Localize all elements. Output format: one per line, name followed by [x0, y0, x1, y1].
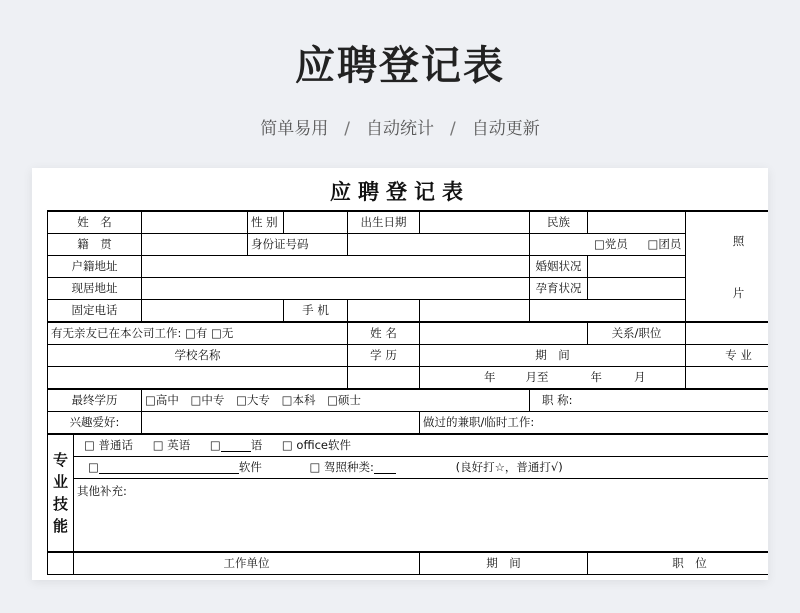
software-skills — [74, 457, 769, 479]
checkbox-college[interactable]: □大专 — [236, 393, 270, 407]
row-name — [48, 211, 769, 234]
row-work-header — [48, 552, 769, 575]
row-skills-other — [48, 479, 769, 553]
field-school-name[interactable] — [48, 367, 348, 390]
checkbox-mandarin[interactable]: □ 普通话 — [84, 438, 134, 452]
feature-auto-stats: 自动统计 — [366, 119, 434, 139]
label-household-address: 户籍地址 — [48, 256, 142, 278]
other-language-blank[interactable] — [221, 439, 251, 452]
field-education[interactable] — [348, 367, 420, 390]
driving-license-blank[interactable] — [374, 461, 396, 474]
label-fertility-status: 孕育状况 — [530, 278, 588, 300]
field-fertility-status[interactable] — [588, 278, 686, 300]
language-skills — [74, 434, 769, 457]
field-name[interactable] — [142, 211, 248, 234]
row-skills-software — [48, 457, 769, 479]
form-title: 应聘登记表 — [330, 180, 470, 204]
checkbox-master[interactable]: □硕士 — [327, 393, 361, 407]
field-major[interactable] — [686, 367, 769, 390]
checkbox-high-school[interactable]: □高中 — [145, 393, 179, 407]
field-native-place[interactable] — [142, 234, 248, 256]
row-education-header — [48, 345, 769, 367]
other-language-suffix: 语 — [250, 438, 263, 452]
photo-label-2: 片 — [732, 285, 745, 300]
row-phone — [48, 300, 769, 323]
label-birth-date: 出生日期 — [348, 211, 420, 234]
field-marital-status[interactable] — [588, 256, 686, 278]
photo-box[interactable] — [686, 211, 769, 322]
skills-char-3: 技 — [52, 495, 68, 513]
checkbox-bachelor[interactable]: □本科 — [281, 393, 316, 407]
period-year-start: 年 — [484, 370, 496, 384]
field-birth-date[interactable] — [420, 211, 530, 234]
feature-tagline — [0, 114, 800, 139]
checkbox-party-member[interactable]: □党员 — [594, 237, 628, 251]
skills-char-2: 业 — [52, 473, 68, 491]
application-form-table — [47, 210, 768, 575]
checkbox-technical[interactable]: □中专 — [190, 393, 225, 407]
skills-char-1: 专 — [52, 451, 68, 469]
row-education-entry — [48, 367, 769, 390]
row-household-address — [48, 256, 769, 278]
label-education: 学 历 — [348, 345, 420, 367]
photo-label-1: 照 — [732, 233, 745, 248]
separator: / — [450, 119, 456, 139]
checkbox-english[interactable]: □ 英语 — [152, 438, 191, 452]
label-landline: 固定电话 — [48, 300, 142, 323]
field-mobile-extra[interactable] — [420, 300, 530, 323]
row-skills-language — [48, 434, 769, 457]
row-current-address — [48, 278, 769, 300]
field-phone-empty[interactable] — [530, 300, 686, 323]
checkbox-software[interactable]: □ — [88, 460, 99, 474]
label-job-title[interactable]: 职 称: — [530, 389, 769, 412]
feature-easy: 简单易用 — [260, 119, 329, 139]
row-hobbies — [48, 412, 769, 435]
form-sheet — [32, 168, 768, 580]
row-highest-education — [48, 389, 769, 412]
skills-char-4: 能 — [52, 517, 68, 535]
label-hobbies: 兴趣爱好: — [48, 412, 142, 435]
field-current-address[interactable] — [142, 278, 530, 300]
field-relative-name[interactable] — [420, 322, 588, 345]
feature-auto-update: 自动更新 — [471, 119, 540, 139]
checkbox-office[interactable]: □ office软件 — [281, 438, 351, 452]
label-work-position: 职 位 — [588, 552, 769, 575]
label-native-place: 籍 贯 — [48, 234, 142, 256]
field-hobbies[interactable] — [142, 412, 420, 435]
field-relation-position[interactable] — [686, 322, 769, 345]
label-school-name: 学校名称 — [48, 345, 348, 367]
row-native-place — [48, 234, 769, 256]
field-ethnicity[interactable] — [588, 211, 686, 234]
label-name: 姓 名 — [48, 211, 142, 234]
software-suffix: 软件 — [238, 460, 262, 474]
label-major: 专 业 — [686, 345, 769, 367]
work-side-cell — [48, 552, 74, 575]
separator: / — [344, 119, 350, 139]
label-part-time[interactable]: 做过的兼职/临时工作: — [420, 412, 769, 435]
label-marital-status: 婚姻状况 — [530, 256, 588, 278]
rating-hint: (良好打☆，普通打√) — [455, 460, 563, 474]
field-landline[interactable] — [142, 300, 284, 323]
checkbox-other-language[interactable]: □ — [209, 438, 221, 452]
label-skills — [48, 434, 74, 552]
label-current-address: 现居地址 — [48, 278, 142, 300]
period-year-end: 年 — [590, 370, 602, 384]
education-options — [142, 389, 530, 412]
label-relation-position: 关系/职位 — [588, 322, 686, 345]
field-id-number[interactable] — [348, 234, 530, 256]
period-month-end: 月 — [634, 370, 646, 384]
label-period: 期 间 — [420, 345, 686, 367]
label-relative-name: 姓 名 — [348, 322, 420, 345]
checkbox-league-member[interactable]: □团员 — [647, 237, 682, 251]
field-period[interactable] — [420, 367, 686, 390]
label-other-notes[interactable]: 其他补充: — [74, 479, 769, 553]
page-title: 应聘登记表 — [295, 43, 505, 89]
label-mobile: 手 机 — [284, 300, 348, 323]
checkbox-driving-license[interactable]: □ 驾照种类: — [309, 460, 374, 474]
field-mobile[interactable] — [348, 300, 420, 323]
period-month-to: 月至 — [525, 370, 549, 384]
field-household-address[interactable] — [142, 256, 530, 278]
label-gender: 性 别 — [248, 211, 284, 234]
political-status[interactable] — [530, 234, 686, 256]
software-blank[interactable] — [99, 461, 239, 474]
label-ethnicity: 民族 — [530, 211, 588, 234]
label-work-period: 期 间 — [420, 552, 588, 575]
row-relatives — [48, 322, 769, 345]
relatives-question[interactable]: 有无亲友已在本公司工作: □有 □无 — [48, 322, 348, 345]
label-id-number: 身份证号码 — [248, 234, 348, 256]
field-gender[interactable] — [284, 211, 348, 234]
label-work-unit: 工作单位 — [74, 552, 420, 575]
label-highest-education: 最终学历 — [48, 389, 142, 412]
